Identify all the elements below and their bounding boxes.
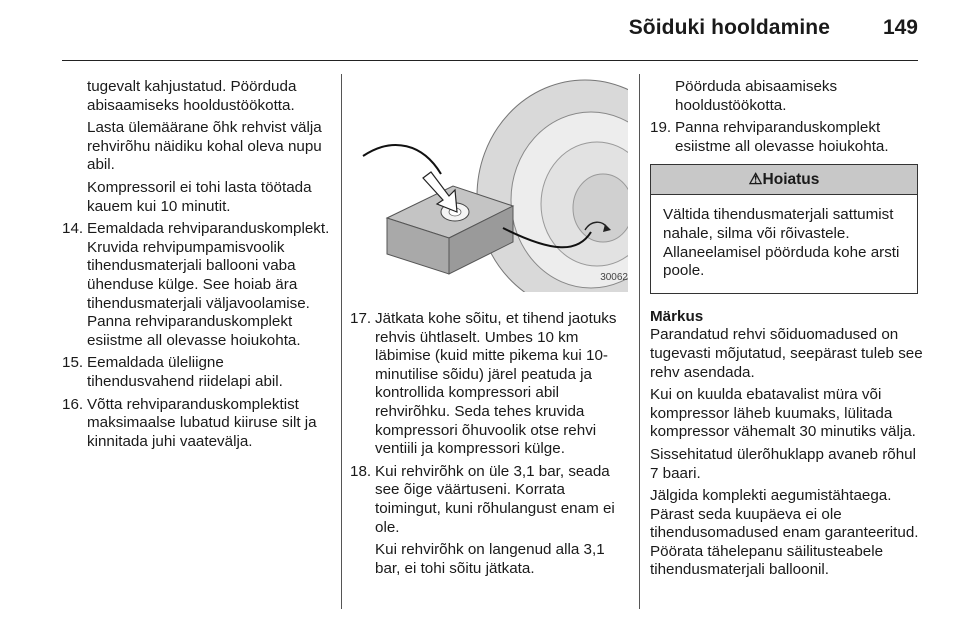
paragraph: tugevalt kahjustatud. Pöörduda abisaamiseks hooldustöökotta. (87, 78, 297, 114)
step-item (350, 463, 630, 579)
step-text: Panna rehviparanduskomplekt esiistme all olevasse hoiukohta. (675, 119, 889, 155)
step-text: Kui rehvirõhk on langenud alla 3,1 bar, ei tohi sõitu jätkata. (375, 541, 605, 577)
step-text: Võtta rehviparanduskomplektist maksimaalse lubatud kiiruse silt ja kinnitada juhi vaatevälja. (87, 395, 317, 450)
note-paragraph: Jälgida komplekti aegumistähtaega. Pärast seda kuupäeva ei ole tihendusomadused enam garanteeritud. Pöörata tähelepanu säilitusteabele tihendusmaterjali balloonil. (650, 487, 919, 579)
step-text: Kui rehvirõhk on üle 3,1 bar, seada see õige väärtuseni. Korrata toimingut, kuni rõhulangust enam ei ole. (375, 462, 615, 536)
step-text: Jätkata kohe sõitu, et tihend jaotuks rehvis ühtlaselt. Umbes 10 km läbimise (kuid mitte pikema kui 10-minutilise sõidu) järel peatuda ja kontrollida kompressori abil rehvirõhku. Seda tehes kruvida kompressori õhuvoolik otse rehvi ventiili ja kompressori külge. (375, 310, 617, 458)
step-text: Eemaldada üleliigne tihendusvahend riidelapi abil. (87, 354, 283, 390)
step-number: 15. (62, 354, 84, 372)
step-item (350, 310, 630, 459)
column-3 (650, 78, 926, 584)
note-paragraph: Sissehitatud ülerõhuklapp avaneb rõhul 7 baari. (650, 445, 916, 482)
paragraph: Lasta ülemäärane õhk rehvist välja rehvirõhu näidiku kohal oleva nupu abil. (87, 119, 322, 174)
paragraph: Pöörduda abisaamiseks hooldustöökotta. (675, 78, 838, 114)
step-number: 17. (350, 310, 372, 327)
step-item (62, 354, 330, 391)
warning-header (651, 165, 917, 195)
column-2 (350, 78, 630, 582)
column-divider-right (639, 74, 640, 609)
step-text: Eemaldada rehviparanduskomplekt. Kruvida rehvipumpamisvoolik tihendusmaterjali ballooni vaba ühenduse külge. See hoiab ära tihendusmaterjali väljavoolamise. Panna rehviparanduskomplekt esiistme all olevasse hoiukohta. (87, 220, 330, 349)
step-item (650, 119, 926, 156)
page-header (0, 0, 960, 62)
paragraph: Kompressoril ei tohi lasta töötada kauem kui 10 minutit. (87, 178, 312, 215)
step-number: 18. (350, 462, 372, 480)
warning-box (650, 164, 918, 293)
column-divider-left (341, 74, 342, 609)
compressor-illustration (353, 78, 628, 292)
page-number: 149 (882, 16, 918, 39)
step-number: 19. (650, 119, 672, 137)
step-number: 16. (62, 395, 84, 413)
header-rule (62, 60, 918, 61)
warning-icon: ⚠ (748, 171, 763, 189)
warning-text: Vältida tihendusmaterjali sattumist nahale, silma või rõivastele. Allaneelamisel pöörduda kohe arsti poole. (663, 206, 900, 280)
step-item (62, 220, 330, 350)
note-title: Märkus (650, 307, 704, 325)
column-1 (62, 78, 330, 455)
figure-code: 30062 (600, 272, 628, 284)
note-paragraph: Kui on kuulda ebatavalist müra või kompressor läheb kuumaks, lülitada kompressor vähemalt 30 minutiks välja. (650, 386, 916, 441)
note-paragraph: Parandatud rehvi sõiduomadused on tugevasti mõjutatud, seepärast tuleb see rehv asendada. (650, 326, 923, 381)
step-number: 14. (62, 220, 84, 238)
compressor-tire-drawing (353, 78, 628, 292)
warning-title: Hoiatus (762, 171, 820, 189)
step-item (62, 396, 330, 452)
section-title: Sõiduki hooldamine (628, 16, 830, 39)
note-block (650, 308, 926, 580)
